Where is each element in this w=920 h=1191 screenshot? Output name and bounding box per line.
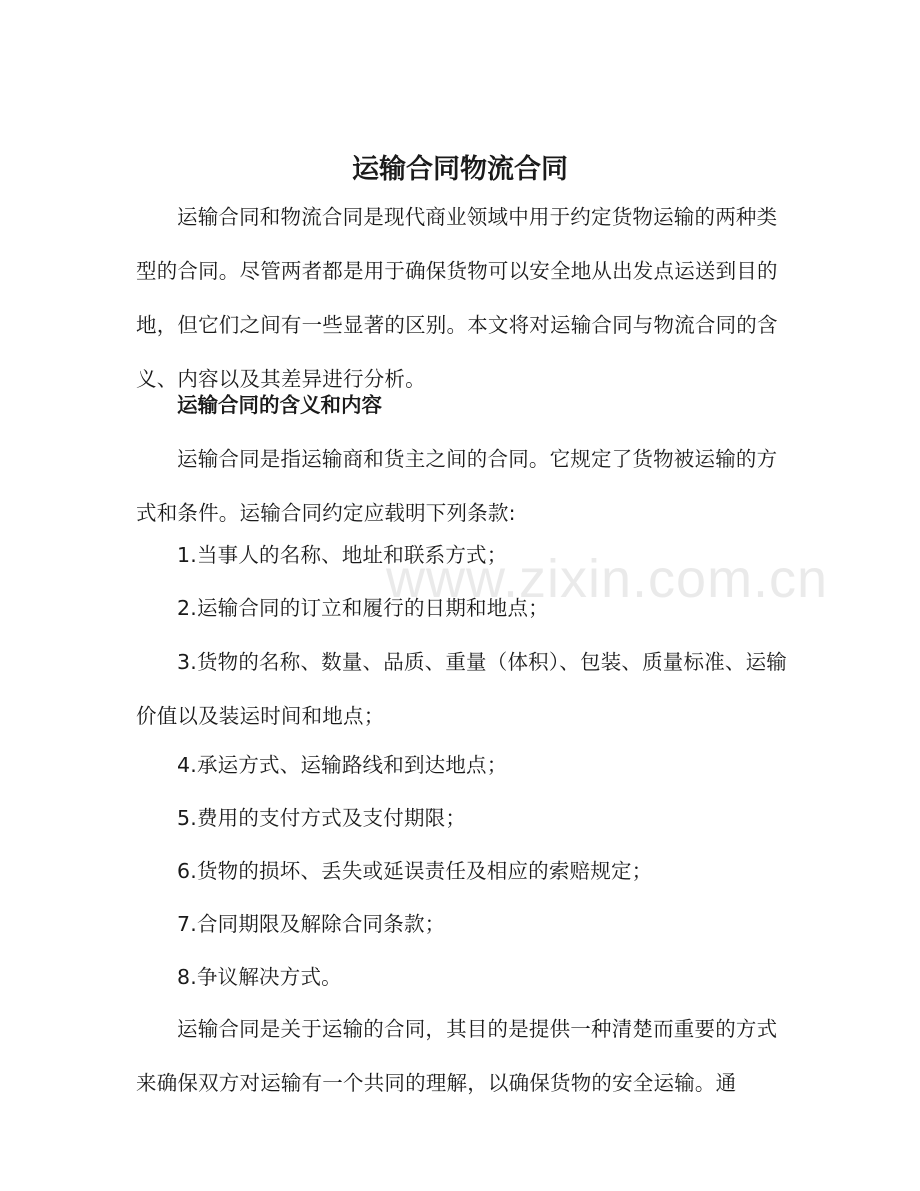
list-item: 4.承运方式、运输路线和到达地点； [177, 753, 508, 777]
section-heading-transport-contract: 运输合同的含义和内容 [177, 393, 382, 417]
list-item: 6.货物的损坏、丢失或延误责任及相应的索赔规定； [177, 859, 653, 883]
list-item: 1.当事人的名称、地址和联系方式； [177, 543, 508, 567]
list-item: 7.合同期限及解除合同条款； [177, 912, 446, 936]
closing-paragraph: 运输合同是关于运输的合同，其目的是提供一种清楚而重要的方式来确保双方对运输有一个共同的理解，以确保货物的安全运输。通 [136, 1017, 778, 1095]
section-paragraph-transport-definition: 运输合同是指运输商和货主之间的合同。它规定了货物被运输的方式和条件。运输合同约定应载明下列条款: [136, 447, 778, 525]
list-item: 2.运输合同的订立和履行的日期和地点； [177, 596, 549, 620]
intro-paragraph: 运输合同和物流合同是现代商业领域中用于约定货物运输的两种类型的合同。尽管两者都是用于确保货物可以安全地从出发点运送到目的地，但它们之间有一些显著的区别。本文将对运输合同与物流合同的含义、内容以及其差异进行分析。 [136, 205, 778, 391]
list-item: 8.争议解决方式。 [177, 965, 342, 989]
document-title: 运输合同物流合同 [352, 154, 568, 185]
list-item: 5.费用的支付方式及支付期限； [177, 806, 467, 830]
list-item: 3.货物的名称、数量、品质、重量（体积）、包装、质量标准、运输价值以及装运时间和地点； [136, 650, 788, 728]
watermark-text: www.zixin.com.cn [386, 549, 829, 609]
